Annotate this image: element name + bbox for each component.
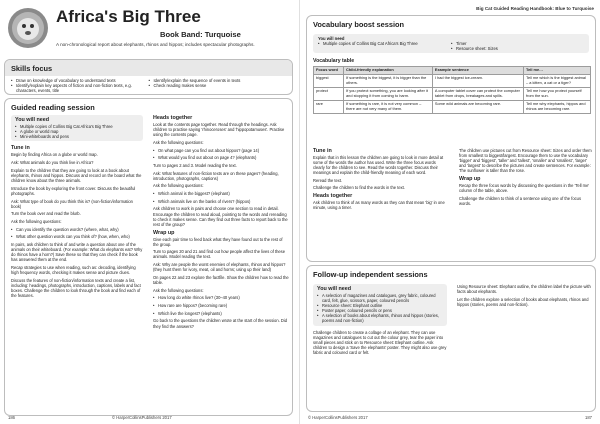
you-will-need-title: You will need [15,117,50,123]
table-cell: A computer tablet cover can protect the computer tablet from drops, breakages and spills. [432,88,523,101]
paragraph: Let the children explore a selection of books about elephants, rhinos and hippos (stories, poems and non-fiction). [457,296,589,307]
paragraph: Ask: What animals do you think live in Africa? [11,160,94,166]
follow-col-a-text: Challenge children to create a collage of an elephant. They can use magazines and catalogues to cut out the colour grey, tear the paper into small pieces and stick on to Resource sheet: Elephant outline. Ask children to design a 'Save the elephants' poster. They might also use grey fabric and coloured card or felt. [313,329,447,355]
guided-col-a-content [11,145,143,298]
bullet-item: • Identify/explain the sequence of events in texts [149,78,287,83]
vocab-you-will-need-title: You will need [318,36,345,41]
paragraph: Introduce the book by exploring the front cover. Discuss the beautiful photographs. [11,185,136,196]
follow-you-will-need-panel [313,284,447,326]
vocab-table-header-cell: Tell me… [524,67,591,75]
table-cell: Tell me which is the biggest animal – a kitten, a cat or a tiger? [524,75,591,88]
follow-col-a [313,284,447,358]
vocab-table-header-row [314,67,591,75]
handbook-header: Big Cat Guided Reading Handbook: Blue to Turquoise [476,6,594,11]
guided-reading-heading: Guided reading session [11,103,95,112]
table-cell: Tell me why elephants, hippos and rhinos are becoming rare. [524,100,591,113]
paragraph: Ask the following questions: [153,183,204,189]
paragraph: Ask the following questions: [153,139,204,145]
guided-col-a [11,115,143,301]
vocabulary-boost-box [306,15,596,262]
page-number-right: 187 [585,415,592,420]
paragraph: Recap strategies to use when reading, such as: decoding, identifying high frequency words, checking it makes sense and picture clues. [11,265,136,276]
copyright-left: © HarperCollinsPublishers 2017 [112,415,172,420]
lion-logo-icon [6,6,50,50]
vocab-table-header-cell: Child-friendly explanation [344,67,433,75]
book-band: Book Band: Turquoise [160,30,241,39]
paragraph: Go back to the questions the children wrote at the start of the session. Did they find the answers? [153,318,288,329]
question-bullet: • What would you find out about on page 4? (elephants) [153,155,289,160]
you-will-need-list [15,124,139,139]
you-will-need-panel [11,115,143,141]
question-bullet: • Which animal is the biggest? (elephant) [153,191,289,196]
vocabulary-table [313,66,591,113]
paragraph: Turn to pages 2 and 3. Model reading the text. [153,162,237,168]
paragraph: Challenge the children to find the words in the text. [313,185,405,191]
question-bullet: • On what page can you find out about hippos? (page 14) [153,148,289,153]
follow-up-heading: Follow-up independent sessions [313,270,428,279]
bullet-item: • Multiple copies of Collins Big Cat Africa's Big Three [318,41,451,46]
vocab-table-title: Vocabulary table [313,58,355,65]
question-bullet: • How long do white rhinos live? (30–40 years) [153,295,289,300]
bullet-item: • Multiple copies of Collins Big Cat Africa's Big Three [15,124,139,129]
paragraph: Ask children to work in pairs and choose one section to read in detail. Encourage the children to read aloud, pointing to the words and rereading to check it makes sense. Can they find out three facts to report back to the rest of the group? [153,206,288,227]
table-cell: biggest [314,75,344,88]
table-cell: If something is the biggest, it is bigger than the others. [344,75,433,88]
table-cell: rare [314,100,344,113]
bullet-item: • Timer [451,41,584,46]
skills-col-2 [149,78,287,94]
table-row [314,75,591,88]
paragraph: Look at the contents page together. Read through the headings. Ask children to practise saying 'rhinoceroses' and 'hippopotamuses'. Practise using the contents page. [153,122,285,138]
question-bullet: • Which animals live on the banks of rivers? (hippos) [153,199,289,204]
bullet-item: • A selection of books about elephants, rhinos and hippos (stories, poems and non-fiction) [317,313,443,323]
table-cell: I had the biggest ice-cream. [432,75,523,88]
table-cell: If something is rare, it is not very common – there are not very many of them. [344,100,433,113]
vocab-col-b [459,148,593,208]
bullet-item: • Draw on knowledge of vocabulary to understand texts [11,78,149,83]
vocabulary-heading: Vocabulary boost session [313,20,405,29]
skills-focus-box [4,59,293,95]
paragraph: Turn the book over and read the blurb. [11,211,81,217]
vocab-need-list-1 [318,41,451,46]
table-cell: If you protect something, you are looking after it and stopping it from coming to harm. [344,88,433,101]
paragraph: Explain to the children that they are going to look at a book about elephants, rhinos and hippos. Discuss and record on the board what the children know about the three animals. [11,167,142,184]
paragraph: Using Resource sheet: Elephant outline, the children label the picture with facts about elephants. [457,284,591,295]
paragraph: Ask the following questions: [153,287,204,293]
skills-focus-heading: Skills focus [5,60,292,76]
copyright-right: © HarperCollinsPublishers 2017 [308,415,368,420]
bullet-item: • Mini-whiteboards and pens [15,134,139,139]
page-number-left: 186 [8,415,15,420]
paragraph: Ask: What type of book do you think this is? (non-fiction/information book) [11,198,133,209]
paragraph: Explain that in this lesson the children are going to look in more detail at some of the words the author has used. Write the three focus words clearly for the children to see. Read the words together. Discuss their meanings and explain the child-friendly meaning of each word. [313,155,444,176]
bullet-item: • A globe or world map [15,129,139,134]
section-subheading: Tune in [313,148,332,154]
section-subheading: Wrap up [153,229,175,236]
book-intro: A non-chronological report about elephants, rhinos and hippos; includes spectacular photographs. [56,42,255,47]
follow-you-will-need-title: You will need [317,286,352,292]
paragraph: In pairs, ask children to think of and write a question about one of the animals on their whiteboard. (For example: What do elephants eat? Why do rhinos have a horn?) Save these so that they can check if the book has answered them at the end. [11,242,143,263]
section-subheading: Tune in [11,145,30,152]
paragraph: On pages 22 and 23 explore the factfile. Show the children how to read the table. [153,274,289,286]
vocab-need-list-2 [451,41,584,51]
question-bullet: • How rare are hippos? (becoming rare) [153,303,289,308]
paragraph: Ask children to think of as many words as they can that mean 'big' in one minute, using a timer. [313,200,445,211]
paragraph: Ask the following questions: [11,219,62,225]
question-bullet: • Can you identify the question words? (where, what, why) [11,227,143,232]
right-page [300,0,600,424]
vocab-table-header-cell: Example sentence [432,67,523,75]
table-row [314,100,591,113]
paragraph: Begin by finding Africa on a globe or world map. [11,152,98,158]
bullet-item: • Resource sheet: Elephant outline [317,303,443,308]
paragraph: The children use pictures cut from Resource sheet: Sizes and order them from smallest to biggest/largest. Encourage them to use the vocabulary 'bigger' and 'biggest', 'taller' and 'tallest', 'smaller' and 'smallest', 'larger' and 'largest' to describe the pictures and create sentences. For example: The sunflower is taller than the rose. [459,148,592,174]
bullet-item: • Resource sheet: Sizes [451,46,584,51]
paragraph: Ask: What features of non-fiction texts are on these pages? (heading, introduction, photographs, captions) [153,170,279,181]
guided-col-b [153,115,289,331]
paragraph: Challenge the children to think of a sentence using one of the focus words. [459,195,581,206]
bullet-item: • Poster paper, coloured pencils or pens [317,308,443,313]
paragraph: Ask: Why are people the worst enemies of elephants, rhinos and hippos? (they hunt them for ivory, meat, oil and horns; using up their land) [153,262,286,273]
bullet-item: • Check reading makes sense [149,83,287,88]
table-cell: Some wild animals are becoming rare. [432,100,523,113]
paragraph: Discuss the features of non-fiction/information texts and create a list, including: headings, photographs, introduction, captions, labels and fact boxes. Challenge the children to look through the book and find each of the features. [11,277,141,299]
table-cell: protect [314,88,344,101]
vocab-table-header-cell: Focus word [314,67,344,75]
skills-col-1 [11,78,149,94]
paragraph: Recap the three focus words by discussing the questions in the 'Tell me' column of the table, above. [459,182,590,194]
paragraph: Reread the text. [313,177,343,183]
bullet-item: • A selection of magazines and catalogues, grey fabric, coloured card, felt, glue, scissors, paper, coloured pencils [317,293,443,303]
section-subheading: Wrap up [459,175,481,182]
paragraph: Turn to pages 20 and 21 and find out how people affect the lives of these animals. Model reading the text. [153,249,286,260]
section-subheading: Heads together [153,115,193,121]
table-row [314,88,591,101]
follow-up-box [306,265,596,412]
question-bullet: • What other question words can you think of? (how, when, who) [11,234,143,239]
section-subheading: Heads together [313,193,353,200]
bullet-item: • Identify/explain key aspects of fiction and non-fiction texts, e.g. characters, events, title [11,83,149,93]
question-bullet: • Which live the longest? (elephants) [153,311,289,316]
follow-need-list [317,293,443,324]
book-title: Africa's Big Three [56,7,201,26]
follow-col-b [457,284,591,309]
paragraph: Give each pair time to feed back what they have found out to the rest of the group. [153,236,283,247]
vocab-table-body [314,75,591,113]
table-cell: Tell me how you protect yourself from the sun. [524,88,591,101]
vocab-col-a [313,148,447,213]
vocab-you-will-need-panel [313,34,589,53]
guided-reading-box [4,98,293,416]
